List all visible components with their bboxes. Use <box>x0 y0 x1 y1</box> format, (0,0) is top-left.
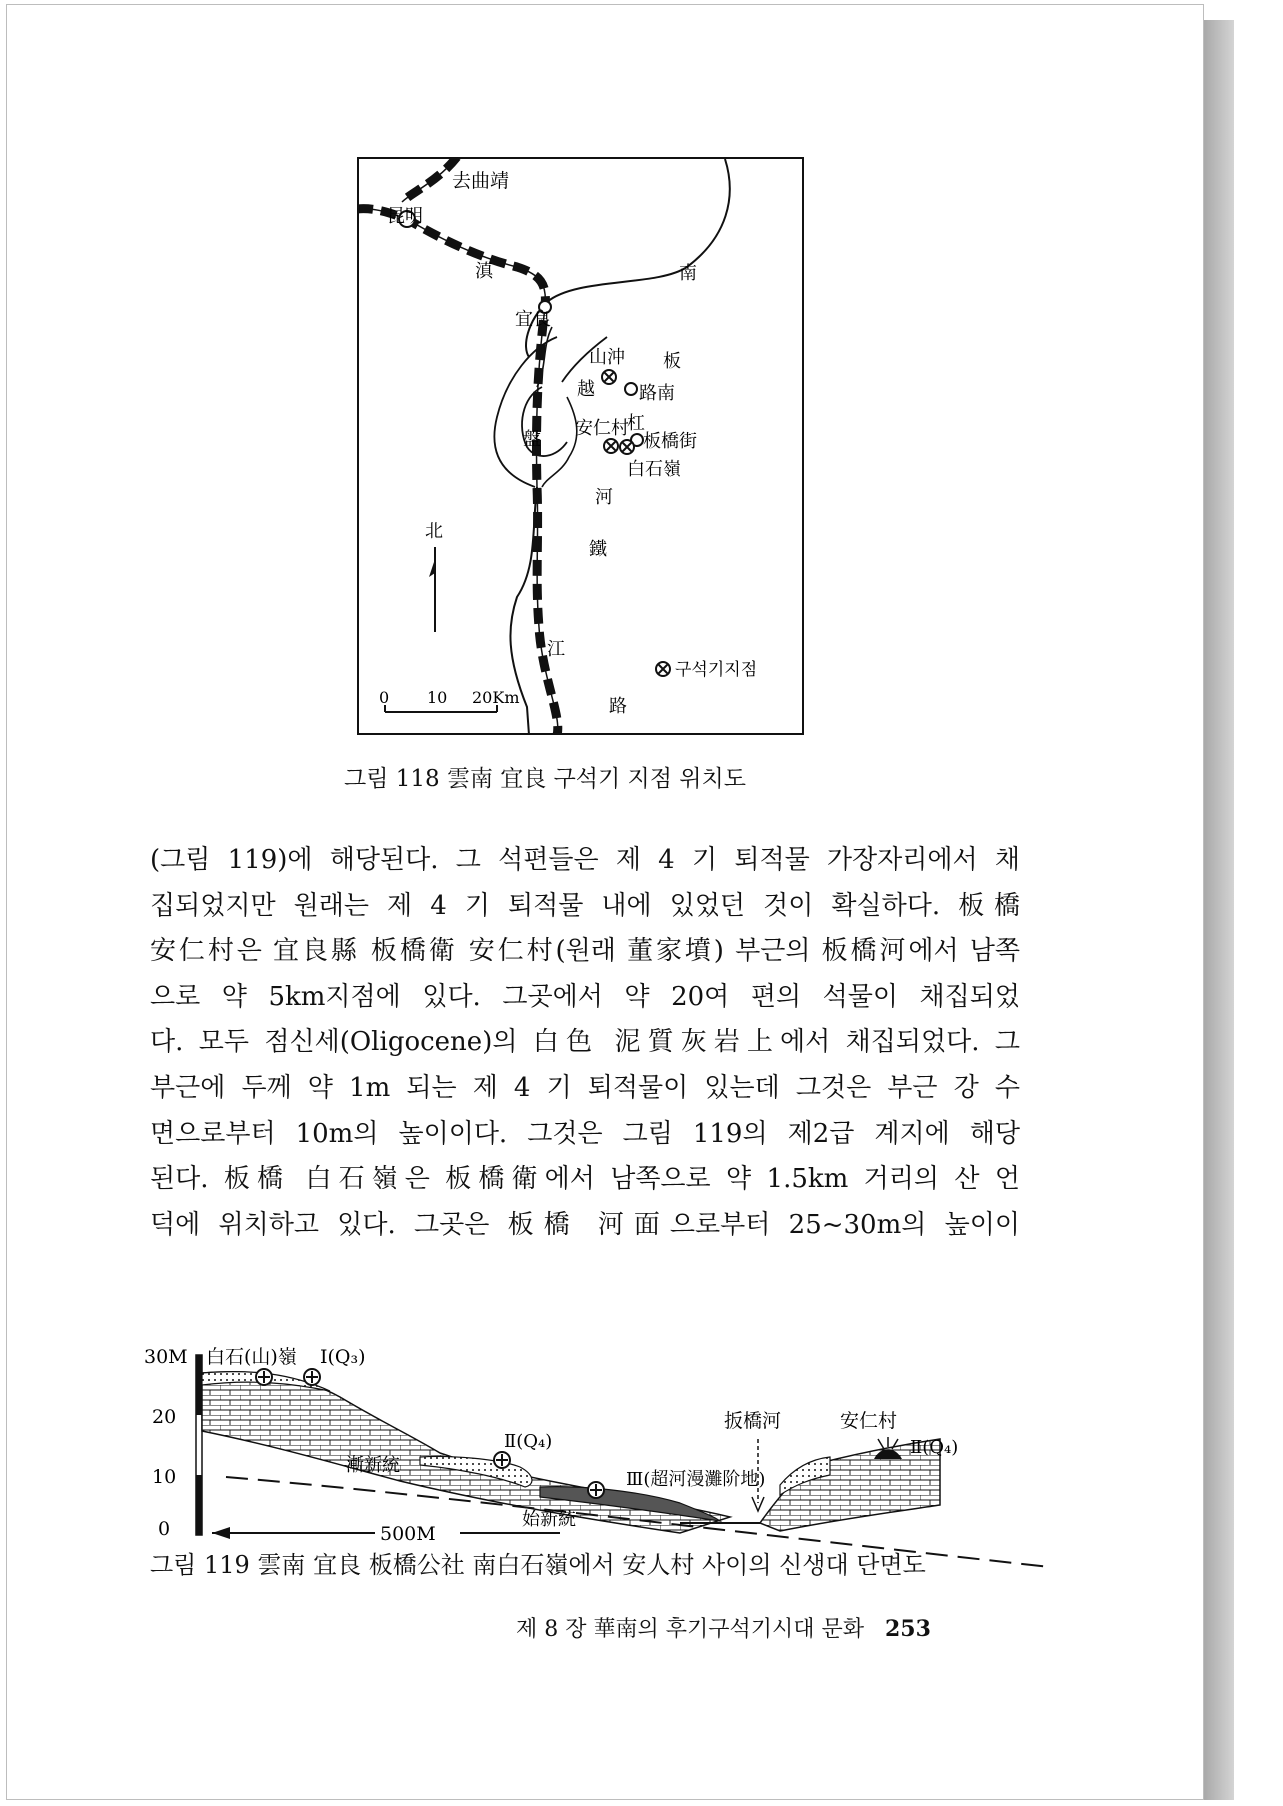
label-terrace3: Ⅲ(超河漫灘阶地) <box>626 1469 766 1490</box>
body-line: 다. 모두 점신세(Oligocene)의 白色 泥質灰岩上에서 채집되었다. 그 <box>150 1027 1020 1058</box>
site-marker-icon <box>256 1369 272 1385</box>
figure-119-caption: 그림 119 雲南 宜良 板橋公社 南白石嶺에서 安人村 사이의 신생대 단면도 <box>150 1551 926 1579</box>
body-line: 으로 약 5km지점에 있다. 그곳에서 약 20여 편의 석물이 채집되었 <box>150 981 1020 1012</box>
label-qujing: 去曲靖 <box>452 170 510 192</box>
label-banqiaojie: 板橋街 <box>643 431 697 452</box>
scale-20: 20Km <box>472 688 520 707</box>
label-shanchong: 山沖 <box>589 347 625 368</box>
body-line: 집되었지만 원래는 제 4 기 퇴적물 내에 있었던 것이 확실하다. 板橋 <box>150 890 1020 921</box>
axis-30m: 30M <box>144 1346 188 1368</box>
label-dian: 滇 <box>475 261 493 282</box>
lunan-marker <box>625 383 637 395</box>
scale-0: 0 <box>379 688 390 707</box>
chapter-title: 제 8 장 華南의 후기구석기시대 문화 <box>516 1617 864 1642</box>
scale-10: 10 <box>427 688 448 707</box>
site-marker-icon <box>304 1369 320 1385</box>
label-terrace1: Ⅰ(Q₃) <box>320 1346 366 1368</box>
body-line: 安仁村은 宜良縣 板橋衛 安仁村(원래 董家墳) 부근의 板橋河에서 남쪽 <box>150 936 1020 967</box>
map-scale-bar <box>379 688 519 712</box>
site-baishiling-icon <box>620 440 634 454</box>
page-footer <box>516 1612 931 1643</box>
label-kong: 杠 <box>627 413 645 434</box>
label-lunan: 路南 <box>639 383 675 404</box>
page-edge-shadow <box>1204 20 1234 1800</box>
legend-site-icon <box>656 662 670 676</box>
label-terrace2-right: Ⅱ(Q₄) <box>910 1437 959 1458</box>
page-number: 253 <box>885 1616 931 1642</box>
nanpan-river <box>526 159 730 357</box>
axis-10: 10 <box>152 1466 177 1488</box>
label-lu: 路 <box>609 696 627 717</box>
map-frame <box>358 158 803 734</box>
site-marker-icon <box>588 1482 604 1498</box>
body-line: 된다. 板橋 白石嶺은 板橋衛에서 남쪽으로 약 1.5km 거리의 산 언 <box>150 1164 1020 1195</box>
label-ban: 板 <box>663 351 681 372</box>
body-line: 부근에 두께 약 1m 되는 제 4 기 퇴적물이 있는데 그것은 부근 강 수 <box>150 1072 1020 1103</box>
label-jianxin: 漸新統 <box>346 1455 400 1476</box>
label-bei: 北 <box>425 521 443 542</box>
label-baishiling: 白石(山)嶺 <box>206 1346 297 1368</box>
axis-0: 0 <box>158 1518 171 1540</box>
label-anrencun: 安仁村 <box>575 418 629 439</box>
section-scale-bar <box>212 1523 560 1545</box>
north-arrow-icon <box>429 547 435 632</box>
label-yue: 越 <box>577 379 595 400</box>
label-banqiaohe: 扳橋河 <box>724 1410 782 1432</box>
axis-20: 20 <box>152 1406 177 1428</box>
body-line: 면으로부터 10m의 높이이다. 그것은 그림 119의 제2급 계지에 해당 <box>150 1118 1020 1149</box>
figure-118-map <box>357 157 804 735</box>
label-he: 河 <box>595 487 613 508</box>
label-nan: 南 <box>679 263 697 284</box>
scale-500m: 500M <box>380 1523 436 1545</box>
label-jiang: 江 <box>547 639 565 660</box>
site-marker-icon <box>494 1452 510 1468</box>
legend-label: 구석기지점 <box>675 660 758 680</box>
label-anrencun: 安仁村 <box>840 1410 898 1432</box>
body-line: (그림 119)에 해당된다. 그 석편들은 제 4 기 퇴적물 가장자리에서 채 <box>150 845 1020 875</box>
label-shixin: 始新統 <box>522 1509 576 1530</box>
body-line: 덕에 위치하고 있다. 그곳은 板橋 河面으로부터 25~30m의 높이이 <box>150 1209 1020 1240</box>
label-terrace2: Ⅱ(Q₄) <box>504 1431 553 1452</box>
body-paragraph <box>150 838 1020 1248</box>
figure-118-caption: 그림 118 雲南 宜良 구석기 지점 위치도 <box>344 766 746 792</box>
label-pan: 盤 <box>523 429 541 450</box>
label-baishiling: 白石嶺 <box>627 459 681 480</box>
label-kunming: 昆明 <box>387 206 423 227</box>
small-river-east <box>542 397 577 487</box>
site-shanchong-icon <box>602 370 616 384</box>
label-tie: 鐵 <box>589 539 607 560</box>
left-river <box>494 337 557 487</box>
site-anrencun-icon <box>604 439 618 453</box>
label-yiliang: 宜良 <box>515 309 551 330</box>
